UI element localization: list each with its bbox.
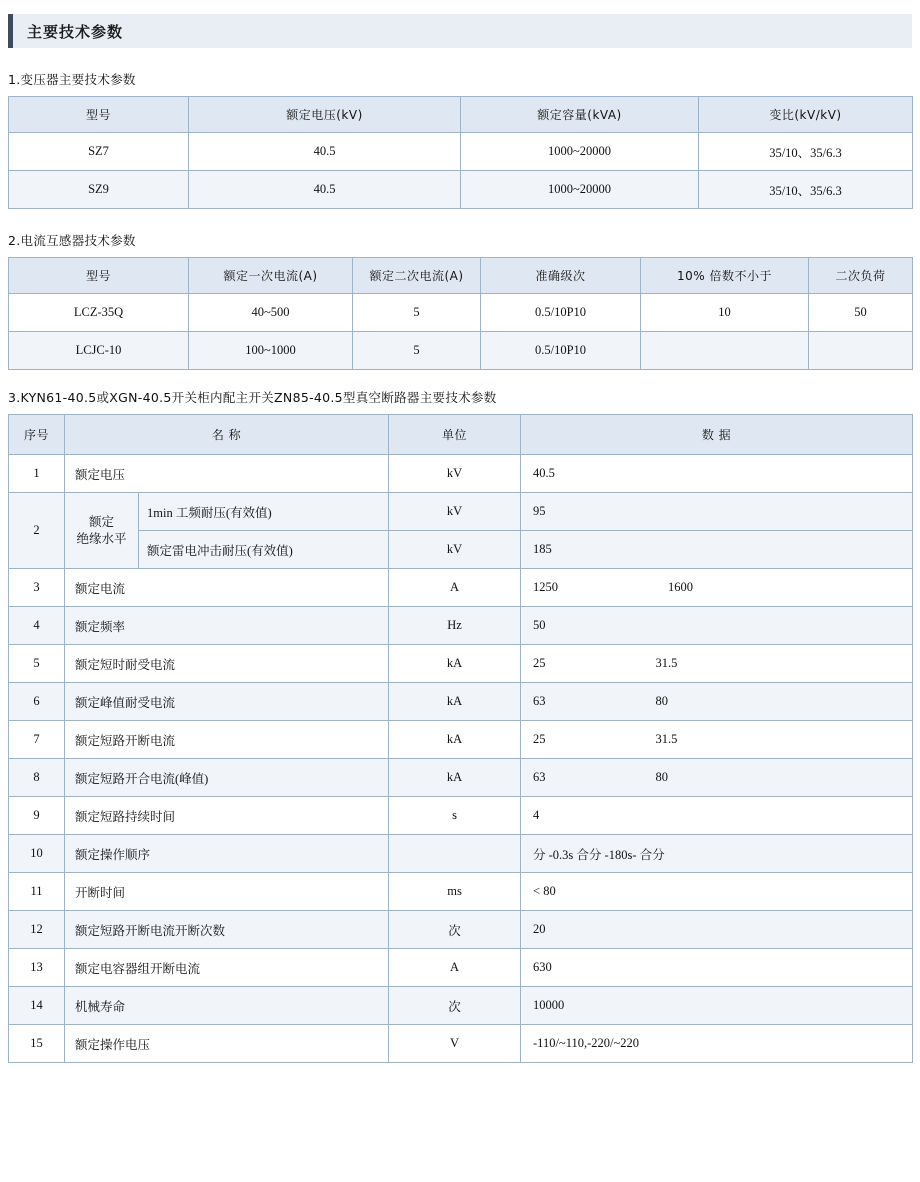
value-primary: 25 [533, 732, 546, 746]
table-header-row [9, 97, 913, 133]
column-header: 额定容量(kVA) [461, 97, 699, 133]
section-heading-1: 1.变压器主要技术参数 [8, 72, 136, 87]
cell-name: 额定短路持续时间 [65, 797, 389, 835]
cell-data [521, 607, 913, 645]
cell-data [521, 911, 913, 949]
cell-no: 3 [9, 569, 65, 607]
cell-no: 12 [9, 911, 65, 949]
cell-name: 额定操作顺序 [65, 835, 389, 873]
cell-data [521, 949, 913, 987]
table-header-row [9, 415, 913, 455]
cell-data [521, 645, 913, 683]
cell-no: 1 [9, 455, 65, 493]
cell-no: 7 [9, 721, 65, 759]
cell-no: 6 [9, 683, 65, 721]
value-secondary: 1600 [668, 580, 694, 594]
value-secondary: 31.5 [655, 656, 678, 670]
cell-name: 额定峰值耐受电流 [65, 683, 389, 721]
value-primary: 63 [533, 770, 546, 784]
cell-name: 额定短路开断电流 [65, 721, 389, 759]
table-header-row [9, 258, 913, 294]
value-primary: 分 -0.3s 合分 -180s- 合分 [533, 847, 665, 862]
column-header-no: 序号 [9, 415, 65, 455]
table-row [9, 873, 913, 911]
cell-model: LCJC-10 [9, 332, 189, 370]
value-primary: 95 [533, 504, 546, 518]
cell-model: SZ7 [9, 133, 189, 171]
cell-unit: A [389, 569, 521, 607]
column-header-unit: 单位 [389, 415, 521, 455]
cell-name: 额定短路开断电流开断次数 [65, 911, 389, 949]
section-heading-2: 2.电流互感器技术参数 [8, 233, 136, 248]
cell-sub-name: 额定雷电冲击耐压(有效值) [139, 531, 389, 569]
column-header: 变比(kV/kV) [699, 97, 913, 133]
column-header-data: 数 据 [521, 415, 913, 455]
cell-ten-percent-multiple: 10 [641, 294, 809, 332]
value-primary: 50 [533, 618, 546, 632]
cell-name: 开断时间 [65, 873, 389, 911]
column-header: 额定一次电流(A) [189, 258, 353, 294]
cell-ten-percent-multiple [641, 332, 809, 370]
cell-data [521, 835, 913, 873]
cell-data [521, 797, 913, 835]
page-title: 主要技术参数 [27, 22, 124, 41]
table-row [9, 455, 913, 493]
column-header: 额定二次电流(A) [353, 258, 481, 294]
column-header: 型号 [9, 258, 189, 294]
cell-unit: Hz [389, 607, 521, 645]
value-primary: 20 [533, 922, 546, 936]
cell-accuracy-class: 0.5/10P10 [481, 294, 641, 332]
value-primary: -110/~110,-220/~220 [533, 1036, 640, 1050]
cell-rated-voltage: 40.5 [189, 133, 461, 171]
table-row [9, 569, 913, 607]
cell-ratio: 35/10、35/6.3 [699, 171, 913, 209]
cell-unit: kA [389, 683, 521, 721]
cell-no: 15 [9, 1025, 65, 1063]
value-primary: 185 [533, 542, 552, 556]
table-row [9, 683, 913, 721]
page-banner [8, 14, 912, 48]
cell-unit: kA [389, 645, 521, 683]
cell-no: 13 [9, 949, 65, 987]
column-header: 额定电压(kV) [189, 97, 461, 133]
cell-unit: V [389, 1025, 521, 1063]
group-line-2: 绝缘水平 [76, 531, 127, 546]
column-header-name: 名 称 [65, 415, 389, 455]
cell-unit: kA [389, 759, 521, 797]
table-row [9, 797, 913, 835]
current-transformer-parameters-table [8, 257, 913, 370]
document-page [0, 14, 920, 1075]
cell-unit: kV [389, 455, 521, 493]
cell-accuracy-class: 0.5/10P10 [481, 332, 641, 370]
cell-name: 额定电流 [65, 569, 389, 607]
table-row [9, 911, 913, 949]
cell-unit: kA [389, 721, 521, 759]
cell-name: 额定短路开合电流(峰值) [65, 759, 389, 797]
cell-data [521, 721, 913, 759]
section-heading-3: 3.KYN61-40.5或XGN-40.5开关柜内配主开关ZN85-40.5型真空断路器主要技术参数 [8, 390, 497, 405]
value-primary: 25 [533, 656, 546, 670]
value-primary: 4 [533, 808, 540, 822]
column-header: 型号 [9, 97, 189, 133]
cell-name: 额定操作电压 [65, 1025, 389, 1063]
cell-data [521, 1025, 913, 1063]
cell-unit [389, 835, 521, 873]
table-row [9, 531, 913, 569]
cell-no: 14 [9, 987, 65, 1025]
vacuum-circuit-breaker-parameters-table [8, 414, 913, 1063]
cell-no: 8 [9, 759, 65, 797]
table-row [9, 332, 913, 370]
table-row [9, 721, 913, 759]
table-row [9, 835, 913, 873]
cell-rated-capacity: 1000~20000 [461, 133, 699, 171]
value-primary: 1250 [533, 580, 559, 594]
cell-data [521, 569, 913, 607]
cell-data [521, 493, 913, 531]
cell-secondary-current: 5 [353, 332, 481, 370]
cell-no: 4 [9, 607, 65, 645]
column-header: 10% 倍数不小于 [641, 258, 809, 294]
value-primary: 10000 [533, 998, 565, 1012]
table-row [9, 645, 913, 683]
cell-name: 机械寿命 [65, 987, 389, 1025]
cell-unit: 次 [389, 911, 521, 949]
cell-data [521, 987, 913, 1025]
column-header: 二次负荷 [809, 258, 913, 294]
cell-unit: ms [389, 873, 521, 911]
transformer-parameters-table [8, 96, 913, 209]
cell-data [521, 531, 913, 569]
table-row [9, 1025, 913, 1063]
table-row [9, 294, 913, 332]
group-line-1: 额定 [88, 514, 114, 529]
cell-name: 额定电容器组开断电流 [65, 949, 389, 987]
cell-ratio: 35/10、35/6.3 [699, 133, 913, 171]
value-secondary: 80 [655, 770, 669, 784]
value-primary: 630 [533, 960, 552, 974]
cell-unit: A [389, 949, 521, 987]
table-row [9, 171, 913, 209]
cell-secondary-burden: 50 [809, 294, 913, 332]
table-row [9, 607, 913, 645]
table-row [9, 493, 913, 531]
value-primary: < 80 [533, 884, 556, 898]
cell-secondary-current: 5 [353, 294, 481, 332]
value-primary: 40.5 [533, 466, 555, 480]
cell-primary-current: 100~1000 [189, 332, 353, 370]
cell-model: SZ9 [9, 171, 189, 209]
cell-group-name [65, 493, 139, 569]
cell-data [521, 873, 913, 911]
cell-no: 9 [9, 797, 65, 835]
cell-no: 10 [9, 835, 65, 873]
value-primary: 63 [533, 694, 546, 708]
table-row [9, 133, 913, 171]
cell-data [521, 683, 913, 721]
cell-primary-current: 40~500 [189, 294, 353, 332]
cell-name: 额定频率 [65, 607, 389, 645]
cell-unit: 次 [389, 987, 521, 1025]
cell-unit: s [389, 797, 521, 835]
cell-rated-voltage: 40.5 [189, 171, 461, 209]
table-row [9, 949, 913, 987]
value-secondary: 80 [655, 694, 669, 708]
cell-data [521, 455, 913, 493]
cell-rated-capacity: 1000~20000 [461, 171, 699, 209]
cell-name: 额定短时耐受电流 [65, 645, 389, 683]
table-row [9, 987, 913, 1025]
cell-sub-name: 1min 工频耐压(有效值) [139, 493, 389, 531]
cell-no: 11 [9, 873, 65, 911]
table-row [9, 759, 913, 797]
cell-unit: kV [389, 531, 521, 569]
value-secondary: 31.5 [655, 732, 678, 746]
cell-model: LCZ-35Q [9, 294, 189, 332]
cell-data [521, 759, 913, 797]
cell-unit: kV [389, 493, 521, 531]
cell-no: 2 [9, 493, 65, 569]
cell-name: 额定电压 [65, 455, 389, 493]
cell-secondary-burden [809, 332, 913, 370]
column-header: 准确级次 [481, 258, 641, 294]
cell-no: 5 [9, 645, 65, 683]
